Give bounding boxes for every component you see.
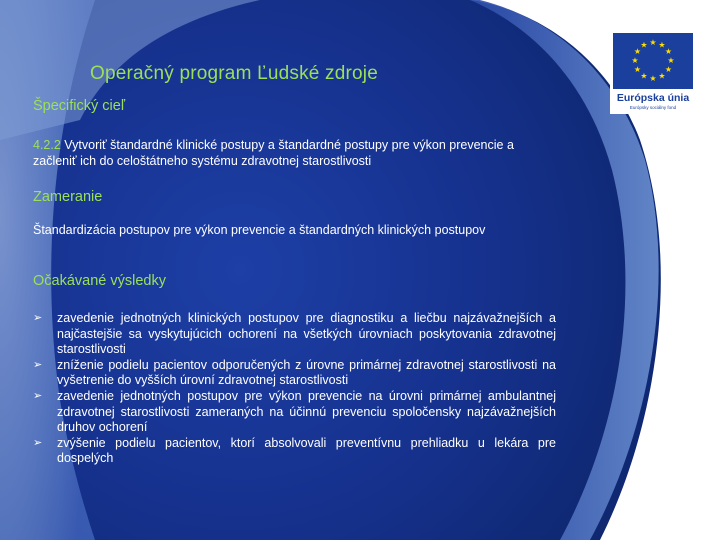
eu-stars-icon	[613, 33, 693, 89]
slide-title: Operačný program Ľudské zdroje	[90, 63, 378, 84]
svg-text:★: ★	[658, 40, 666, 50]
svg-text:★: ★	[631, 56, 639, 65]
results-label: Očakávané výsledky	[33, 273, 166, 289]
svg-text:★: ★	[664, 65, 673, 74]
specific-goal-text	[33, 137, 553, 169]
list-item	[33, 436, 556, 467]
specific-goal-code: 4.2.2	[33, 138, 61, 152]
arrow-bullet-icon: ➢	[33, 358, 43, 371]
arrow-bullet-icon: ➢	[33, 436, 43, 449]
list-item	[33, 389, 556, 436]
svg-text:★: ★	[664, 47, 673, 56]
eu-logo-name: Európska únia	[616, 92, 690, 104]
svg-text:★: ★	[667, 56, 675, 65]
specific-goal-label: Špecifický cieľ	[33, 98, 126, 114]
focus-label: Zameranie	[33, 189, 103, 205]
result-text: zníženie podielu pacientov odporučených z úrovne primárnej zdravotnej starostlivosti na vyšetrenie do vyšších úrovní zdravotnej starostlivosti	[57, 357, 556, 388]
specific-goal-description: Vytvoriť štandardné klinické postupy a štandardné postupy pre výkon prevencie a začleniť ich do celoštátneho systému zdravotnej starostlivosti	[33, 138, 514, 168]
arrow-bullet-icon: ➢	[33, 312, 43, 324]
eu-flag-icon	[613, 33, 693, 89]
svg-text:★: ★	[633, 65, 642, 74]
result-text: zavedenie jednotných klinických postupov pre diagnostiku a liečbu najzávažnejších a najčastejšie sa vyskytujúcich ochorení na všetkých úrovniach poskytovania zdravotnej starostlivosti	[57, 311, 556, 357]
svg-text:★: ★	[640, 40, 648, 50]
eu-logo-subtitle: Európsky sociálny fond	[629, 105, 677, 110]
result-text: zvýšenie podielu pacientov, ktorí absolvovali preventívnu prehliadku u lekára pre dospelých	[57, 435, 556, 466]
svg-text:★: ★	[658, 71, 666, 81]
svg-text:★: ★	[649, 38, 657, 47]
result-text: zavedenie jednotných postupov pre výkon prevencie na úrovni primárnej ambulantnej zdravotnej starostlivosti zameraných na účinnú prevenciu spoločensky najzávažnejších druhov ochorení	[57, 388, 556, 435]
svg-text:★: ★	[640, 71, 648, 81]
svg-text:★: ★	[649, 74, 657, 83]
results-list	[33, 311, 556, 467]
svg-text:★: ★	[633, 47, 642, 56]
arrow-bullet-icon: ➢	[33, 389, 43, 402]
list-item	[33, 311, 556, 358]
focus-text: Štandardizácia postupov pre výkon prevencie a štandardných klinických postupov	[33, 223, 486, 237]
list-item	[33, 358, 556, 389]
eu-logo	[610, 32, 696, 114]
